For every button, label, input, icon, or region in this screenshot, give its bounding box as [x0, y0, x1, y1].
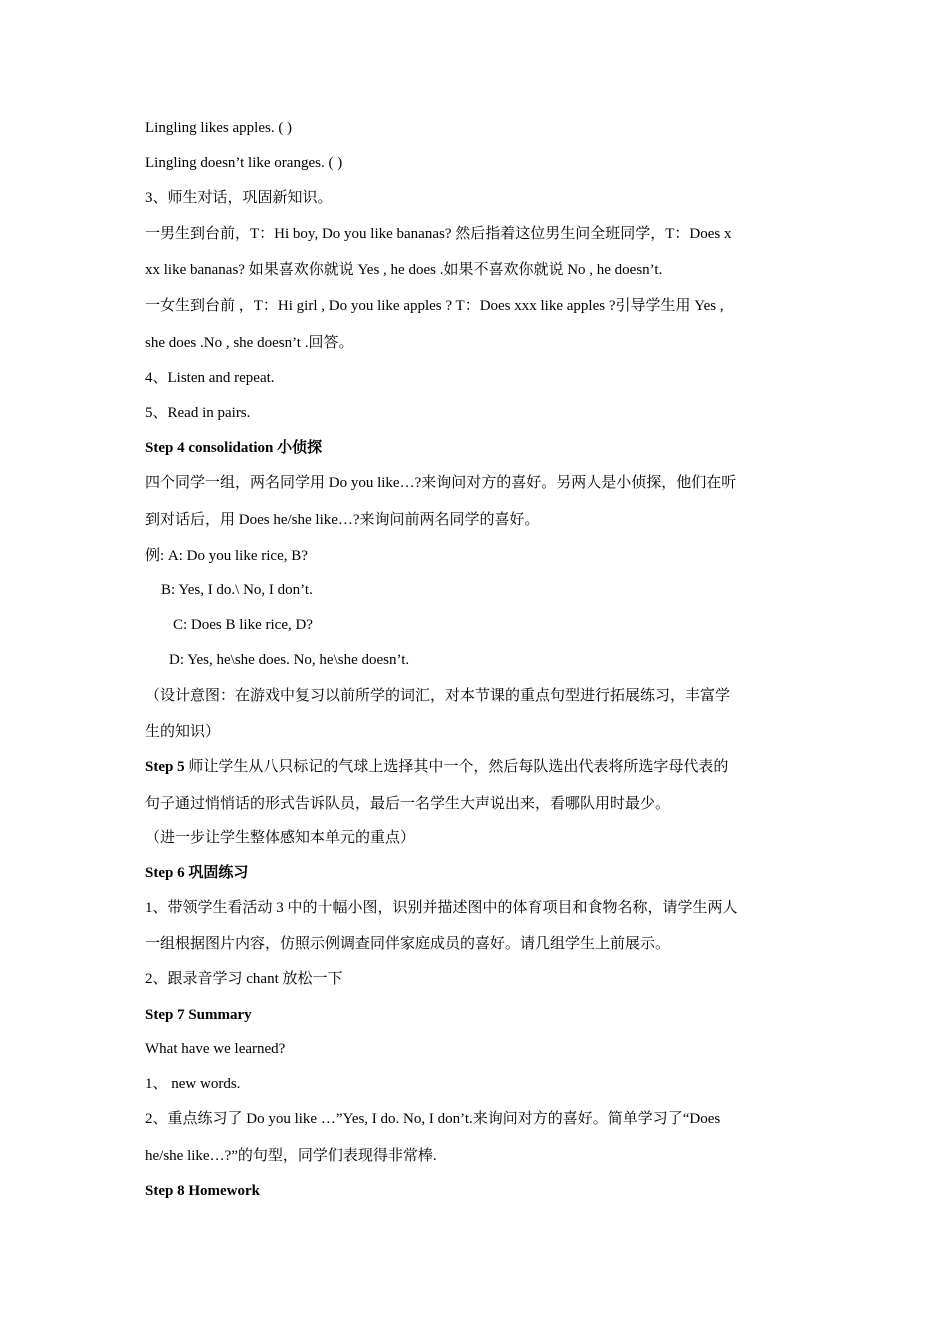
- text-line: [145, 757, 810, 777]
- text-line: Lingling likes apples. ( ): [145, 120, 293, 136]
- text-line: D: Yes, he\she does. No, he\she doesn’t.: [169, 652, 410, 668]
- text-line: xx like bananas? 如果喜欢你就说 Yes , he does .如果不喜欢你就说 No , he doesn’t.: [145, 262, 663, 278]
- text-line: （进一步让学生整体感知本单元的重点）: [145, 830, 416, 846]
- text-line: 5、Read in pairs.: [145, 405, 251, 421]
- text-line: 2、跟录音学习 chant 放松一下: [145, 971, 343, 987]
- text-span: 师让学生从八只标记的气球上选择其中一个，然后每队选出代表将所选字母代表的: [184, 759, 729, 775]
- text-line: 生的知识）: [145, 724, 221, 740]
- text-line: 四个同学一组，两名同学用 Do you like…?来询问对方的喜好。另两人是小侦探，他们在听: [145, 475, 737, 491]
- text-line: 例: A: Do you like rice, B?: [145, 548, 308, 564]
- step-heading: Step 6 巩固练习: [145, 865, 249, 881]
- text-line: 1、带领学生看活动 3 中的十幅小图，识别并描述图中的体育项目和食物名称，请学生两人: [145, 900, 738, 916]
- text-line: （设计意图：在游戏中复习以前所学的词汇，对本节课的重点句型进行拓展练习，丰富学: [145, 688, 731, 704]
- text-line: 一女生到台前 ，T：Hi girl , Do you like apples ? T：Does xxx like apples ?引导学生用 Yes ,: [145, 298, 724, 314]
- step-heading: Step 5: [145, 759, 185, 775]
- text-line: she does .No , she doesn’t .回答。: [145, 335, 354, 351]
- text-line: B: Yes, I do.\ No, I don’t.: [161, 582, 313, 598]
- step-heading: Step 7 Summary: [145, 1007, 252, 1023]
- text-line: C: Does B like rice, D?: [173, 617, 313, 633]
- text-line: What have we learned?: [145, 1041, 286, 1057]
- text-line: 到对话后，用 Does he/she like…?来询问前两名同学的喜好。: [145, 512, 540, 528]
- text-line: 1、 new words.: [145, 1076, 241, 1092]
- text-line: 4、Listen and repeat.: [145, 370, 275, 386]
- text-line: 2、重点练习了 Do you like …”Yes, I do. No, I don’t.来询问对方的喜好。简单学习了“Does: [145, 1111, 721, 1127]
- text-line: 一男生到台前，T：Hi boy, Do you like bananas? 然后指着这位男生问全班同学，T：Does x: [145, 226, 732, 242]
- text-line: 一组根据图片内容，仿照示例调查同伴家庭成员的喜好。请几组学生上前展示。: [145, 936, 671, 952]
- text-line: Lingling doesn’t like oranges. ( ): [145, 155, 343, 171]
- text-line: he/she like…?”的句型，同学们表现得非常棒.: [145, 1148, 437, 1164]
- text-line: 句子通过悄悄话的形式告诉队员，最后一名学生大声说出来，看哪队用时最少。: [145, 796, 671, 812]
- text-line: 3、师生对话，巩固新知识。: [145, 190, 333, 206]
- step-heading: Step 4 consolidation 小侦探: [145, 440, 323, 456]
- step-heading: Step 8 Homework: [145, 1183, 260, 1199]
